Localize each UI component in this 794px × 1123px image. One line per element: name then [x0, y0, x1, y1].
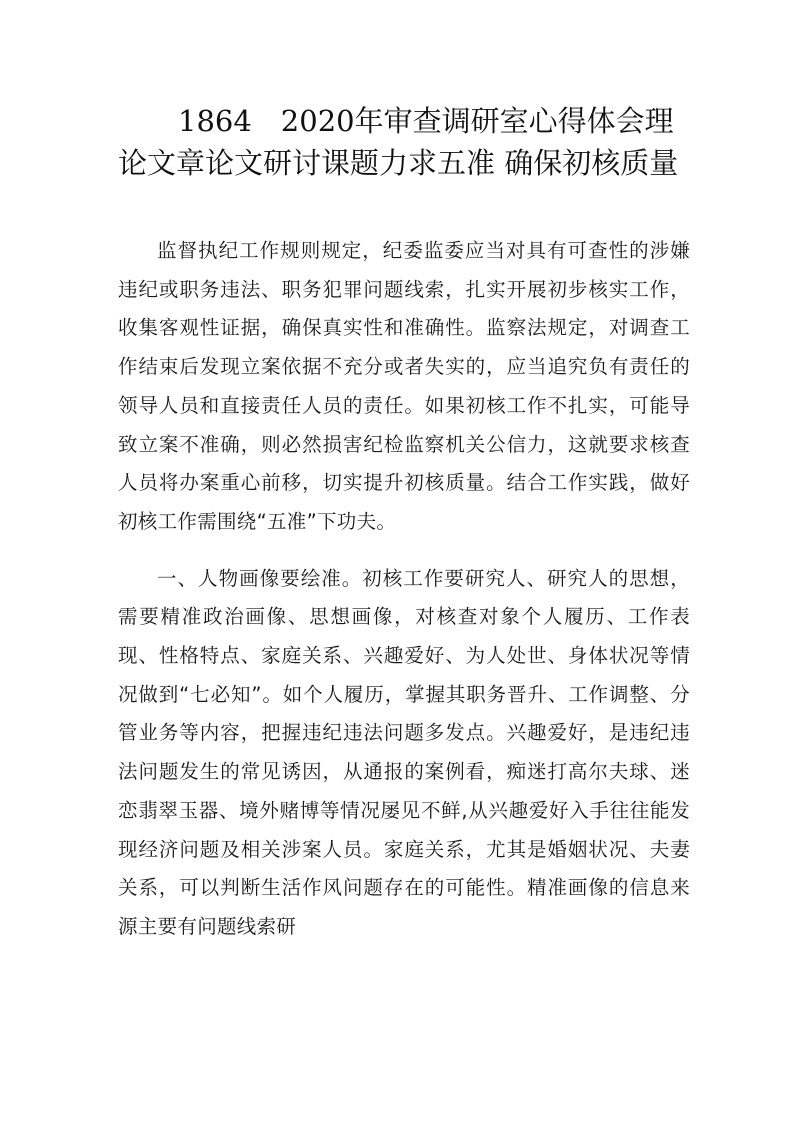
document-title: 1864 2020年审查调研室心得体会理论文章论文研讨课题力求五准 确保初核质量	[118, 104, 679, 180]
paragraph-section-one: 一、人物画像要绘准。初核工作要研究人、研究人的思想，需要精准政治画像、思想画像，对核查对象个人履历、工作表现、性格特点、家庭关系、兴趣爱好、为人处世、身体状况等情况做到“七必知”。如个人履历，掌握其职务晋升、工作调整、分管业务等内容，把握违纪违法问题多发点。兴趣爱好，是违纪违法问题发生的常见诱因，从通报的案例看，痴迷打高尔夫球、迷恋翡翠玉器、境外赌博等情况屡见不鲜,从兴趣爱好入手往往能发现经济问题及相关涉案人员。家庭关系，尤其是婚姻状况、夫妻关系，可以判断生活作风问题存在的可能性。精准画像的信息来源主要有问题线索研	[118, 566, 690, 938]
document-body	[118, 232, 690, 947]
paragraph-intro: 监督执纪工作规则规定，纪委监委应当对具有可查性的涉嫌违纪或职务违法、职务犯罪问题线索，扎实开展初步核实工作，收集客观性证据，确保真实性和准确性。监察法规定，对调查工作结束后发现立案依据不充分或者失实的，应当追究负有责任的领导人员和直接责任人员的责任。如果初核工作不扎实，可能导致立案不准确，则必然损害纪检监察机关公信力，这就要求核查人员将办案重心前移，切实提升初核质量。结合工作实践，做好初核工作需围绕“五准”下功夫。	[118, 239, 690, 533]
